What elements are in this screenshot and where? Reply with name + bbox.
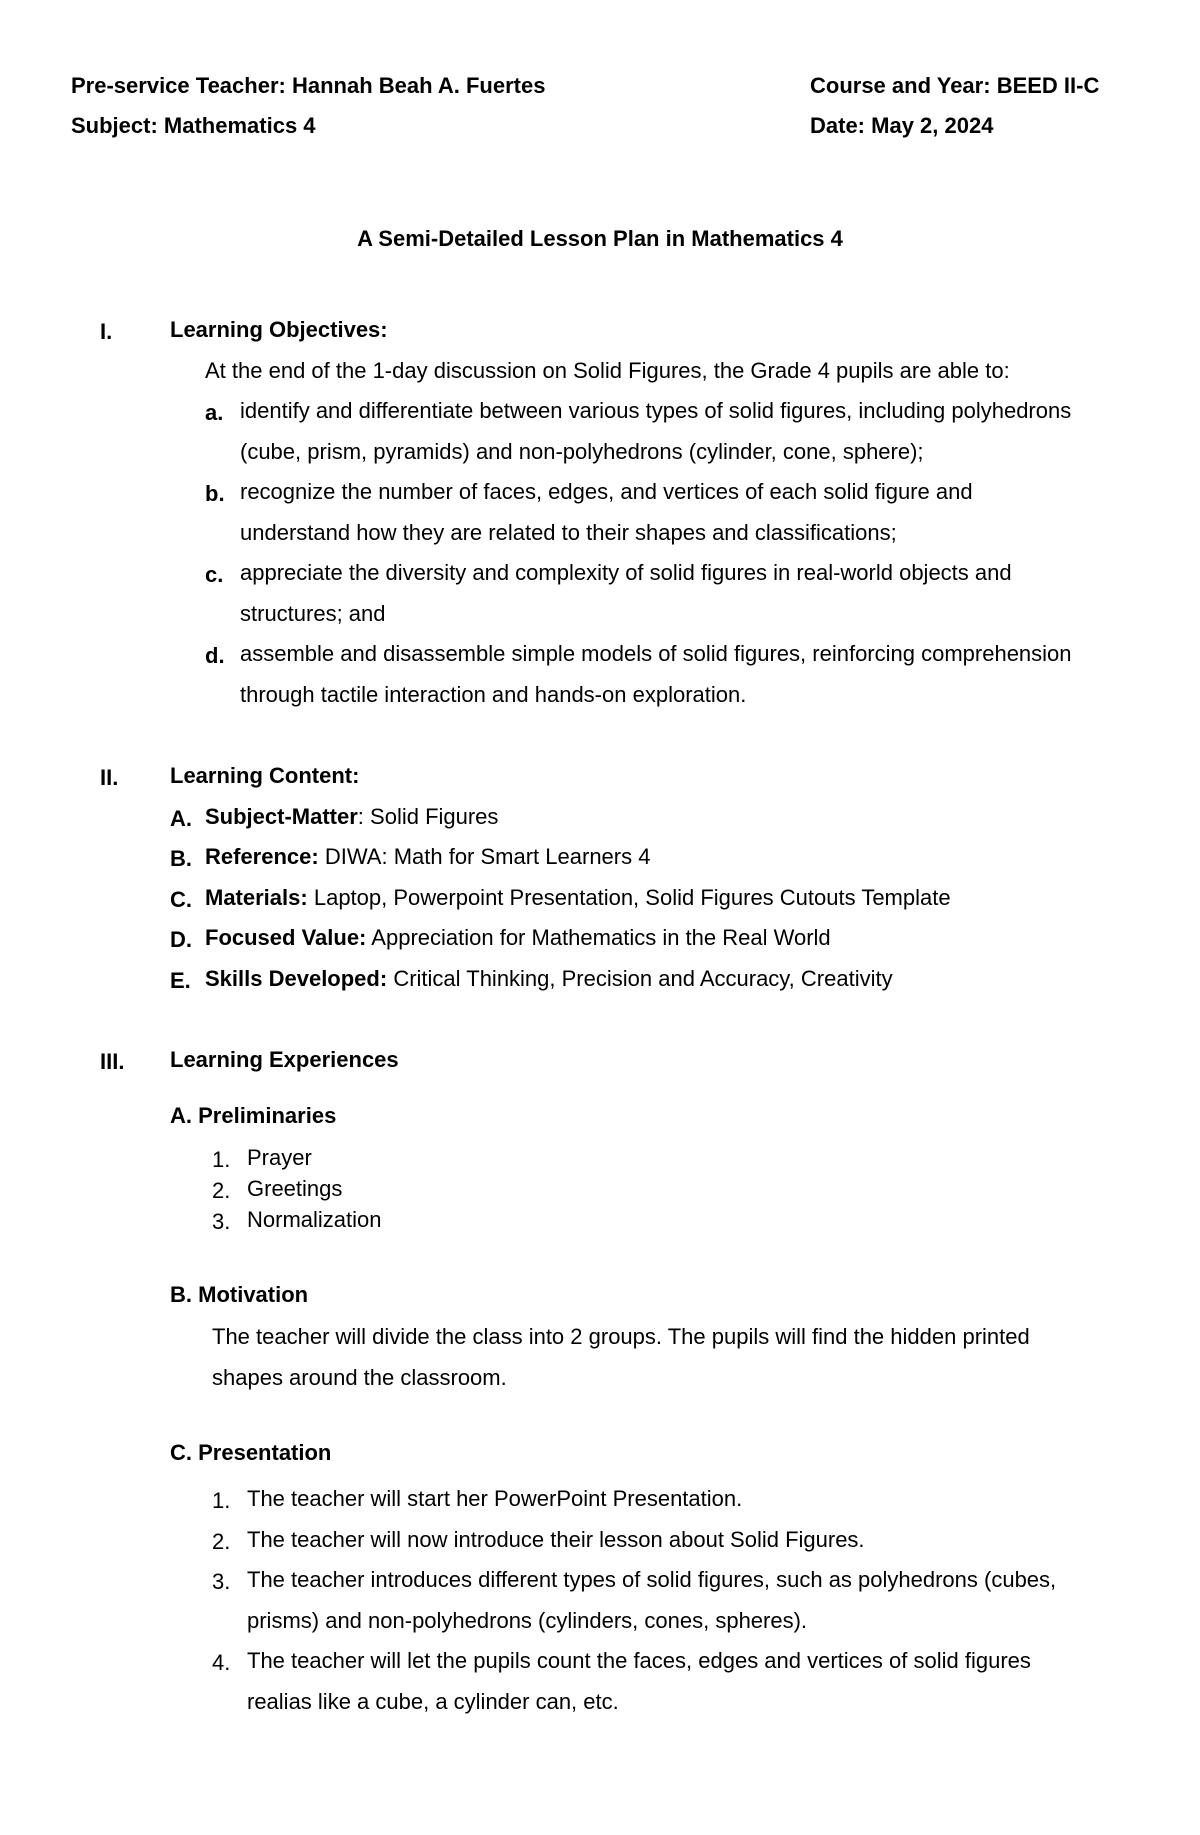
- objective-d-line-2: through tactile interaction and hands-on exploration.: [240, 682, 747, 707]
- objectives-intro: At the end of the 1-day discussion on Solid Figures, the Grade 4 pupils are able to:: [205, 358, 1010, 383]
- section-1-numeral: I.: [100, 319, 113, 344]
- content-d-label: Focused Value:: [205, 925, 367, 950]
- objective-c-line-2: structures; and: [240, 601, 386, 626]
- content-a-label: Subject-Matter: [205, 804, 358, 829]
- presentation-1-number: 1.: [212, 1488, 231, 1513]
- presentation-1-text: The teacher will start her PowerPoint Presentation.: [247, 1486, 743, 1511]
- course-label: Course and Year:: [810, 73, 991, 98]
- objective-d-line-1: assemble and disassemble simple models of solid figures, reinforcing comprehension: [240, 641, 1072, 666]
- content-item-skills: [205, 968, 893, 990]
- content-e-marker: E.: [170, 968, 191, 993]
- content-item-focused-value: [205, 927, 831, 949]
- section-3-heading: Learning Experiences: [170, 1047, 399, 1072]
- presentation-4-line-1: The teacher will let the pupils count the faces, edges and vertices of solid figures: [247, 1648, 1031, 1673]
- motivation-heading: B. Motivation: [170, 1282, 309, 1307]
- motivation-line-2: shapes around the classroom.: [212, 1365, 507, 1390]
- content-d-marker: D.: [170, 927, 192, 952]
- content-a-value: Solid Figures: [370, 804, 499, 829]
- content-a-marker: A.: [170, 806, 192, 831]
- content-c-marker: C.: [170, 887, 192, 912]
- content-b-value: DIWA: Math for Smart Learners 4: [324, 844, 651, 869]
- section-2-heading: Learning Content:: [170, 763, 360, 788]
- date-label: Date:: [810, 113, 866, 138]
- document-title: A Semi-Detailed Lesson Plan in Mathematics 4: [357, 226, 843, 251]
- presentation-4-number: 4.: [212, 1650, 231, 1675]
- content-a-sep: :: [357, 804, 371, 829]
- objective-c-marker: c.: [205, 562, 224, 587]
- teacher-label: Pre-service Teacher:: [71, 73, 286, 98]
- presentation-3-line-2: prisms) and non-polyhedrons (cylinders, cones, spheres).: [247, 1608, 808, 1633]
- section-1-heading: Learning Objectives:: [170, 317, 388, 342]
- subject-line: [71, 115, 316, 137]
- preliminary-2-text: Greetings: [247, 1176, 343, 1201]
- objective-d-marker: d.: [205, 643, 225, 668]
- course-line: [810, 75, 1099, 97]
- teacher-line: [71, 75, 545, 97]
- objective-b-line-1: recognize the number of faces, edges, and vertices of each solid figure and: [240, 479, 973, 504]
- presentation-3-number: 3.: [212, 1569, 231, 1594]
- content-c-value: Laptop, Powerpoint Presentation, Solid Figures Cutouts Template: [313, 885, 951, 910]
- teacher-name: Hannah Beah A. Fuertes: [291, 73, 546, 98]
- content-item-materials: [205, 887, 951, 909]
- presentation-2-text: The teacher will now introduce their lesson about Solid Figures.: [247, 1527, 865, 1552]
- preliminary-1-number: 1.: [212, 1147, 231, 1172]
- content-e-label: Skills Developed:: [205, 966, 388, 991]
- section-2-numeral: II.: [100, 765, 119, 790]
- section-3-numeral: III.: [100, 1049, 125, 1074]
- content-item-subject-matter: [205, 806, 498, 828]
- preliminary-3-text: Normalization: [247, 1207, 382, 1232]
- motivation-line-1: The teacher will divide the class into 2 groups. The pupils will find the hidden printed: [212, 1324, 1030, 1349]
- objective-a-line-1: identify and differentiate between various types of solid figures, including polyhedrons: [240, 398, 1072, 423]
- content-c-label: Materials:: [205, 885, 308, 910]
- course-value: BEED II-C: [996, 73, 1100, 98]
- content-e-value: Critical Thinking, Precision and Accuracy, Creativity: [393, 966, 893, 991]
- objective-b-marker: b.: [205, 481, 225, 506]
- objective-c-line-1: appreciate the diversity and complexity of solid figures in real-world objects and: [240, 560, 1012, 585]
- subject-label: Subject:: [71, 113, 158, 138]
- preliminary-1-text: Prayer: [247, 1145, 312, 1170]
- presentation-heading: C. Presentation: [170, 1440, 332, 1465]
- objective-b-line-2: understand how they are related to their shapes and classifications;: [240, 520, 897, 545]
- objective-a-line-2: (cube, prism, pyramids) and non-polyhedrons (cylinder, cone, sphere);: [240, 439, 924, 464]
- presentation-2-number: 2.: [212, 1529, 231, 1554]
- presentation-4-line-2: realias like a cube, a cylinder can, etc.: [247, 1689, 619, 1714]
- preliminary-2-number: 2.: [212, 1178, 231, 1203]
- content-b-label: Reference:: [205, 844, 319, 869]
- preliminaries-heading: A. Preliminaries: [170, 1103, 337, 1128]
- presentation-3-line-1: The teacher introduces different types of solid figures, such as polyhedrons (cubes,: [247, 1567, 1057, 1592]
- content-item-reference: [205, 846, 650, 868]
- objective-a-marker: a.: [205, 400, 224, 425]
- date-value: May 2, 2024: [871, 113, 994, 138]
- date-line: [810, 115, 993, 137]
- content-b-marker: B.: [170, 846, 192, 871]
- content-d-value: Appreciation for Mathematics in the Real World: [371, 925, 831, 950]
- subject-value: Mathematics 4: [163, 113, 316, 138]
- preliminary-3-number: 3.: [212, 1209, 231, 1234]
